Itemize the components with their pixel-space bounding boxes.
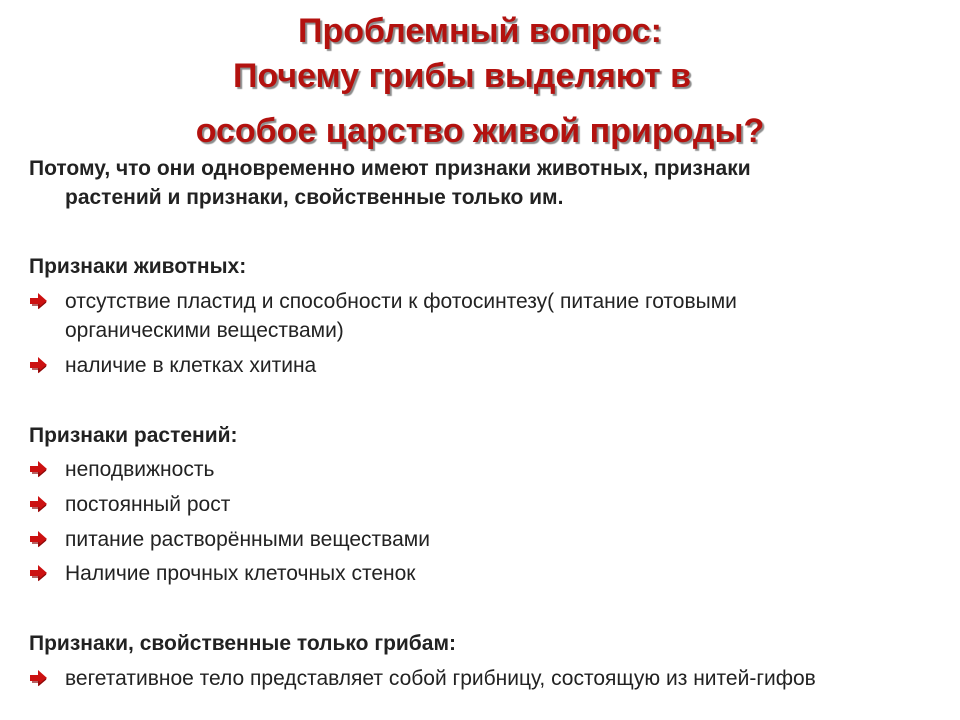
list-item-text: наличие в клетках хитина <box>65 354 317 377</box>
slide-title-line-2: Почему грибы выделяют в <box>233 57 691 95</box>
list-item-text: питание растворёнными веществами <box>65 528 430 551</box>
arrow-bullet-icon <box>28 495 48 513</box>
arrow-bullet-icon <box>28 669 48 687</box>
list-item-text: Наличие прочных клеточных стенок <box>65 562 416 585</box>
list-item-text: вегетативное тело представляет собой грибницу, состоящую из нитей-гифов <box>65 667 816 690</box>
arrow-bullet-icon <box>28 564 48 582</box>
arrow-bullet-icon <box>28 292 48 310</box>
intro-line-1: Потому, что они одновременно имеют признаки животных, признаки <box>29 157 751 180</box>
list-item-text-continued: органическими веществами) <box>65 319 344 342</box>
intro-line-2: растений и признаки, свойственные только им. <box>65 186 564 209</box>
arrow-bullet-icon <box>28 356 48 374</box>
section-heading-plants: Признаки растений: <box>29 424 238 447</box>
slide-title-line-3: особое царство живой природы? <box>195 112 765 150</box>
list-item-text: неподвижность <box>65 458 215 481</box>
arrow-bullet-icon <box>28 530 48 548</box>
section-heading-fungi: Признаки, свойственные только грибам: <box>29 632 456 655</box>
list-item-text: постоянный рост <box>65 493 231 516</box>
slide-title-line-1: Проблемный вопрос: <box>298 12 662 50</box>
arrow-bullet-icon <box>28 460 48 478</box>
list-item-text: отсутствие пластид и способности к фотосинтезу( питание готовыми <box>65 290 737 313</box>
section-heading-animals: Признаки животных: <box>29 255 247 278</box>
